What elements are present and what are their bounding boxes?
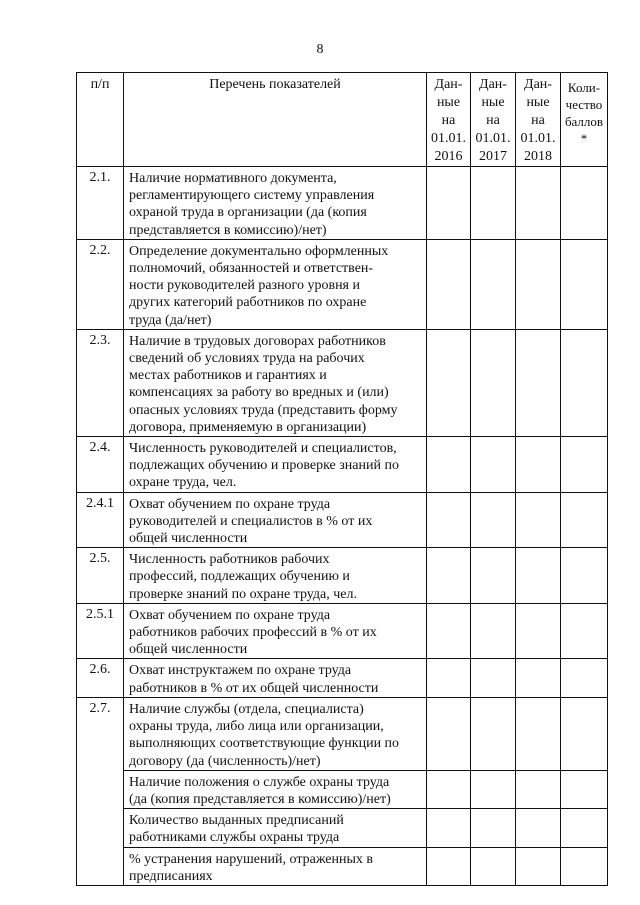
cell-score: [561, 847, 608, 885]
header-year-2017: Дан- ные на 01.01. 2017: [471, 73, 516, 167]
cell-score: [561, 492, 608, 548]
row-indicator-text: Охват обучением по охране труда работников рабочих профессий в % от их общей численности: [124, 603, 427, 659]
cell-score: [561, 239, 608, 329]
cell-2016: [427, 239, 471, 329]
cell-2018: [516, 548, 561, 604]
cell-score: [561, 659, 608, 697]
row-indicator-text: % устранения нарушений, отраженных в предписаниях: [124, 847, 427, 885]
cell-2016: [427, 329, 471, 436]
row-indicator-text: Наличие положения о службе охраны труда (да (копия представляется в комиссию)/нет): [124, 770, 427, 808]
cell-2018: [516, 167, 561, 240]
row-number: 2.3.: [77, 329, 124, 436]
cell-score: [561, 329, 608, 436]
header-indicators: Перечень показателей: [124, 73, 427, 167]
cell-2017: [471, 437, 516, 493]
table-row: [77, 770, 608, 808]
cell-2018: [516, 697, 561, 770]
cell-2016: [427, 809, 471, 847]
cell-2016: [427, 847, 471, 885]
table-row: [77, 167, 608, 240]
cell-score: [561, 809, 608, 847]
row-number: 2.7.: [77, 697, 124, 885]
cell-2017: [471, 603, 516, 659]
table-row: [77, 329, 608, 436]
row-indicator-text: Охват обучением по охране труда руководителей и специалистов в % от их общей численности: [124, 492, 427, 548]
row-indicator-text: Количество выданных предписаний работниками службы охраны труда: [124, 809, 427, 847]
cell-score: [561, 770, 608, 808]
cell-2016: [427, 770, 471, 808]
header-year-2018: Дан- ные на 01.01. 2018: [516, 73, 561, 167]
cell-2018: [516, 770, 561, 808]
cell-2017: [471, 809, 516, 847]
table-row: [77, 239, 608, 329]
cell-2017: [471, 697, 516, 770]
table-row: [77, 847, 608, 885]
cell-2018: [516, 847, 561, 885]
table-row: [77, 603, 608, 659]
cell-2016: [427, 492, 471, 548]
row-number: 2.2.: [77, 239, 124, 329]
cell-2018: [516, 492, 561, 548]
row-indicator-text: Наличие в трудовых договорах работников сведений об условиях труда на рабочих местах работников и гарантиях и компенсациях за работу во вредных и (или) опасных условиях труда (представить форму договора, применяемую в организации): [124, 329, 427, 436]
row-number: 2.1.: [77, 167, 124, 240]
cell-2017: [471, 239, 516, 329]
row-indicator-text: Численность работников рабочих профессий, подлежащих обучению и проверке знаний по охране труда, чел.: [124, 548, 427, 604]
cell-2017: [471, 492, 516, 548]
cell-2017: [471, 548, 516, 604]
table-row: [77, 437, 608, 493]
cell-2017: [471, 770, 516, 808]
cell-2016: [427, 437, 471, 493]
row-indicator-text: Определение документально оформленных полномочий, обязанностей и ответствен- ности руководителей разного уровня и других категорий работников по охране труда (да/нет): [124, 239, 427, 329]
row-indicator-text: Охват инструктажем по охране труда работников в % от их общей численности: [124, 659, 427, 697]
row-indicator-text: Наличие службы (отдела, специалиста) охраны труда, либо лица или организации, выполняющих соответствующие функции по договору (да (численность)/нет): [124, 697, 427, 770]
cell-score: [561, 548, 608, 604]
cell-2016: [427, 603, 471, 659]
cell-score: [561, 167, 608, 240]
cell-2018: [516, 437, 561, 493]
cell-2016: [427, 659, 471, 697]
table-row: [77, 697, 608, 770]
page-number: 8: [316, 42, 324, 57]
cell-2016: [427, 697, 471, 770]
cell-2017: [471, 329, 516, 436]
cell-score: [561, 697, 608, 770]
cell-2016: [427, 548, 471, 604]
cell-2017: [471, 167, 516, 240]
row-indicator-text: Наличие нормативного документа, регламентирующего систему управления охраной труда в организации (да (копия представляется в комиссию)/нет): [124, 167, 427, 240]
indicators-table: [76, 72, 608, 886]
cell-2018: [516, 603, 561, 659]
cell-score: [561, 603, 608, 659]
row-number: 2.4.1: [77, 492, 124, 548]
row-number: 2.6.: [77, 659, 124, 697]
row-number: 2.5.: [77, 548, 124, 604]
header-score: Коли- чество баллов *: [561, 73, 608, 167]
cell-score: [561, 437, 608, 493]
cell-2017: [471, 659, 516, 697]
cell-2018: [516, 239, 561, 329]
header-year-2016: Дан- ные на 01.01. 2016: [427, 73, 471, 167]
table-row: [77, 809, 608, 847]
table-header-row: [77, 73, 608, 167]
cell-2016: [427, 167, 471, 240]
header-number: п/п: [77, 73, 124, 167]
row-number: 2.5.1: [77, 603, 124, 659]
row-indicator-text: Численность руководителей и специалистов, подлежащих обучению и проверке знаний по охране труда, чел.: [124, 437, 427, 493]
table-row: [77, 659, 608, 697]
row-number: 2.4.: [77, 437, 124, 493]
table-row: [77, 548, 608, 604]
cell-2018: [516, 329, 561, 436]
cell-2018: [516, 809, 561, 847]
table-row: [77, 492, 608, 548]
cell-2017: [471, 847, 516, 885]
cell-2018: [516, 659, 561, 697]
